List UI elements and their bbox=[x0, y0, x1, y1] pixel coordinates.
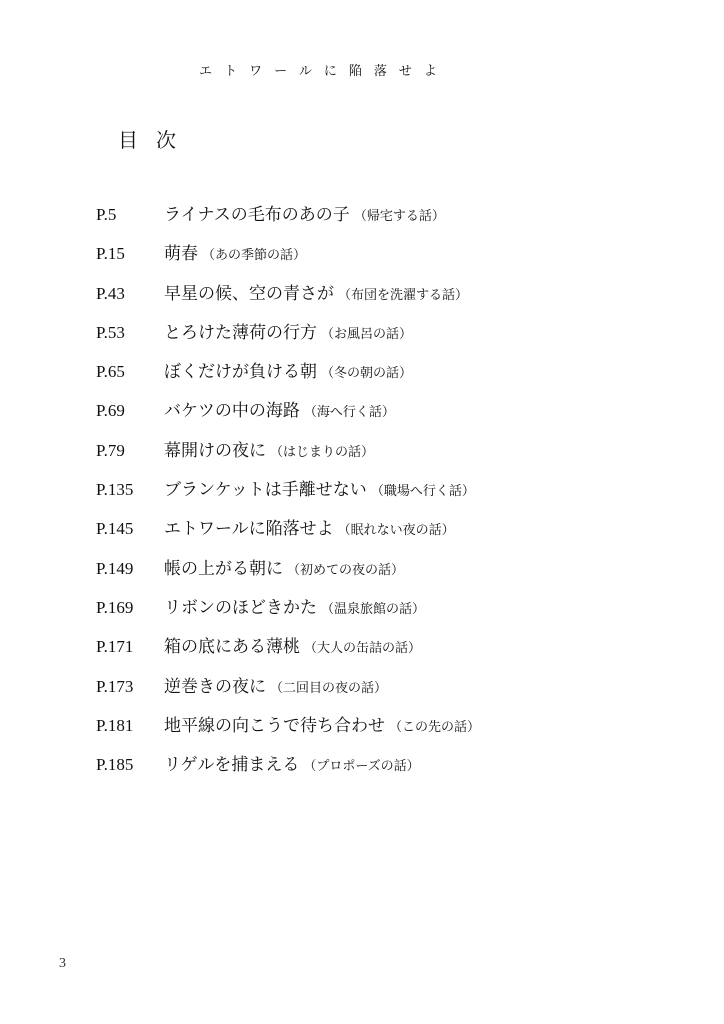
book-title: エトワールに陥落せよ bbox=[199, 64, 449, 79]
toc-entry-note: （冬の朝の話） bbox=[321, 366, 413, 382]
toc-entry-note: （あの季節の話） bbox=[202, 248, 307, 264]
toc-entry-title: 地平線の向こうで待ち合わせ bbox=[164, 715, 385, 736]
toc-entry-title: 逆巻きの夜に bbox=[164, 676, 266, 697]
toc-entry-note: （二回目の夜の話） bbox=[270, 680, 388, 696]
toc-entry[interactable] bbox=[96, 595, 480, 634]
toc-entry[interactable] bbox=[96, 713, 480, 752]
toc-entry-title: 箱の底にある薄桃 bbox=[164, 637, 300, 658]
toc-entry-note: （眠れない夜の話） bbox=[337, 523, 455, 539]
toc-entry-title: リボンのほどきかた bbox=[164, 597, 317, 618]
toc-entry-title: ライナスの毛布のあの子 bbox=[164, 205, 350, 225]
toc-entry-page: P.145 bbox=[96, 519, 134, 539]
toc-entry-note: （布団を洗濯する話） bbox=[338, 287, 469, 303]
toc-entry-page: P.171 bbox=[96, 637, 134, 657]
toc-entry-title: エトワールに陥落せよ bbox=[164, 519, 334, 540]
toc-entry[interactable] bbox=[96, 202, 480, 241]
toc-entry-page: P.79 bbox=[96, 440, 125, 460]
toc-entry-note: （海へ行く話） bbox=[303, 405, 395, 421]
toc-entry-note: （この先の話） bbox=[389, 719, 481, 735]
toc-entry-title: とろけた薄荷の行方 bbox=[164, 322, 317, 343]
toc-entry-title: ぼくだけが負ける朝 bbox=[164, 362, 317, 383]
toc-entry-title: 幕開けの夜に bbox=[164, 440, 266, 461]
toc-entry-page: P.173 bbox=[96, 676, 134, 696]
toc-entry-note: （はじまりの話） bbox=[270, 444, 375, 460]
toc-entry-page: P.5 bbox=[96, 205, 117, 224]
toc-entry[interactable] bbox=[96, 634, 480, 673]
toc-entry[interactable] bbox=[96, 477, 480, 516]
toc-entry-title: ブランケットは手離せない bbox=[164, 480, 367, 501]
toc-entry-note: （温泉旅館の話） bbox=[321, 601, 426, 617]
toc-entry-note: （大人の缶詰の話） bbox=[304, 641, 422, 657]
toc-entry[interactable] bbox=[96, 438, 480, 477]
toc-entry-page: P.69 bbox=[96, 401, 125, 421]
toc-list bbox=[96, 202, 480, 791]
toc-entry-page: P.53 bbox=[96, 322, 125, 342]
toc-entry[interactable] bbox=[96, 556, 480, 595]
toc-entry-page: P.149 bbox=[96, 558, 134, 578]
toc-entry[interactable] bbox=[96, 516, 480, 555]
toc-entry-title: バケツの中の海路 bbox=[164, 401, 300, 422]
page-number: 3 bbox=[59, 956, 66, 971]
toc-entry-page: P.15 bbox=[96, 244, 125, 264]
toc-entry-note: （お風呂の話） bbox=[321, 326, 413, 342]
toc-entry-title: 帳の上がる朝に bbox=[164, 558, 283, 579]
toc-entry-note: （プロポーズの話） bbox=[303, 759, 420, 775]
toc-entry-page: P.181 bbox=[96, 715, 134, 735]
toc-entry-note: （初めての夜の話） bbox=[287, 562, 405, 578]
toc-entry[interactable] bbox=[96, 674, 480, 713]
toc-entry-page: P.169 bbox=[96, 597, 134, 617]
toc-entry[interactable] bbox=[96, 320, 480, 359]
toc-entry-page: P.185 bbox=[96, 755, 134, 775]
toc-entry-page: P.65 bbox=[96, 362, 125, 382]
toc-entry[interactable] bbox=[96, 752, 480, 791]
toc-entry[interactable] bbox=[96, 398, 480, 437]
toc-heading: 目次 bbox=[118, 128, 194, 152]
toc-entry-title: 萌春 bbox=[164, 244, 198, 265]
toc-entry-note: （職場へ行く話） bbox=[370, 484, 475, 500]
toc-entry-page: P.135 bbox=[96, 480, 134, 500]
toc-entry[interactable] bbox=[96, 241, 480, 280]
toc-entry-title: リゲルを捕まえる bbox=[164, 755, 300, 776]
toc-entry-note: （帰宅する話） bbox=[353, 209, 445, 224]
toc-entry-page: P.43 bbox=[96, 283, 125, 303]
toc-entry[interactable] bbox=[96, 281, 480, 320]
toc-entry[interactable] bbox=[96, 359, 480, 398]
toc-entry-title: 早星の候、空の青さが bbox=[164, 283, 334, 304]
